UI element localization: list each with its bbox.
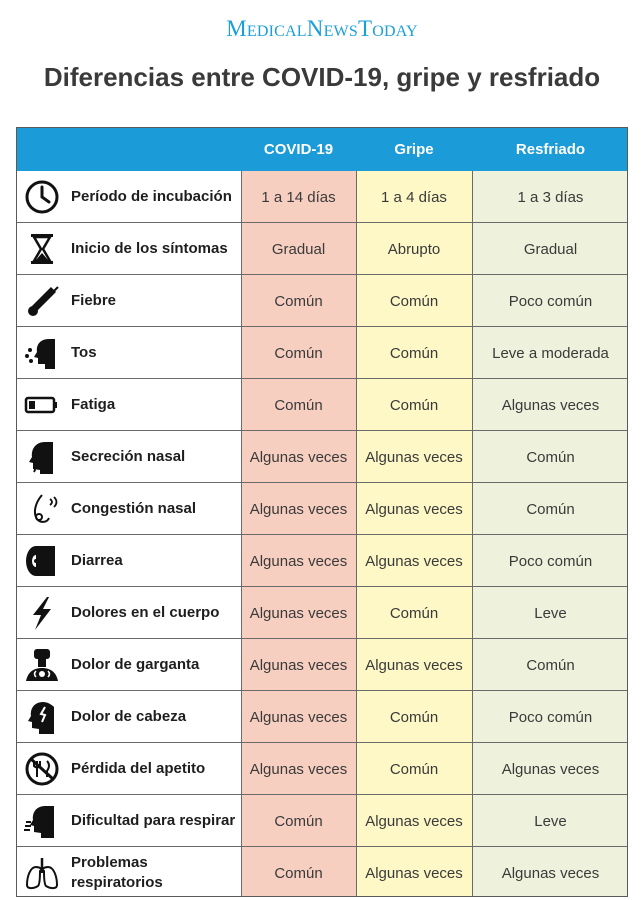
low-battery-icon bbox=[23, 387, 61, 423]
table-row bbox=[17, 483, 628, 535]
gripe-cell: Común bbox=[389, 396, 439, 414]
brand-m: M bbox=[226, 16, 247, 41]
table-row bbox=[17, 795, 628, 847]
gripe-cell: Común bbox=[389, 292, 439, 310]
gripe-cell: Algunas veces bbox=[365, 812, 463, 830]
covid-cell: Común bbox=[274, 812, 323, 830]
table-row bbox=[17, 743, 628, 795]
brand-oday: ODAY bbox=[372, 23, 418, 40]
table-row bbox=[17, 171, 628, 223]
table-header bbox=[17, 128, 628, 171]
brand-edical: EDICAL bbox=[246, 23, 307, 40]
symptom-label: Período de incubación bbox=[71, 188, 232, 205]
no-eating-icon bbox=[23, 751, 61, 787]
symptom-label: Dolores en el cuerpo bbox=[71, 604, 220, 621]
symptom-label: Dificultad para respirar bbox=[71, 812, 236, 829]
gripe-cell: Algunas veces bbox=[365, 552, 463, 570]
brand-n: N bbox=[306, 16, 324, 41]
symptom-label: Pérdida del apetito bbox=[71, 760, 206, 777]
covid-cell: Común bbox=[274, 396, 323, 414]
table-row bbox=[17, 431, 628, 483]
resfriado-cell: Común bbox=[526, 656, 575, 674]
page-title: Diferencias entre COVID-19, gripe y resfriado bbox=[43, 62, 601, 92]
gripe-cell: Común bbox=[389, 760, 439, 778]
covid-cell: Algunas veces bbox=[249, 500, 348, 518]
covid-cell: Gradual bbox=[271, 240, 326, 258]
symptom-label: Dolor de garganta bbox=[71, 656, 200, 673]
resfriado-cell: Algunas veces bbox=[501, 760, 600, 778]
resfriado-cell: Común bbox=[526, 500, 575, 518]
lightning-icon bbox=[23, 595, 61, 631]
table-row bbox=[17, 327, 628, 379]
gripe-cell: Algunas veces bbox=[365, 448, 463, 466]
cough-icon bbox=[23, 335, 61, 371]
resfriado-cell: Algunas veces bbox=[501, 396, 600, 414]
nasal-congestion-icon bbox=[23, 491, 61, 527]
clock-icon bbox=[23, 179, 61, 215]
header-gripe: Gripe bbox=[394, 141, 434, 158]
symptom-label: Secreción nasal bbox=[71, 448, 186, 465]
thermometer-icon bbox=[23, 283, 61, 319]
gripe-cell: Algunas veces bbox=[365, 656, 463, 674]
gripe-cell: Abrupto bbox=[387, 240, 441, 258]
covid-cell: Algunas veces bbox=[249, 552, 348, 570]
symptom-label: Diarrea bbox=[71, 552, 123, 569]
symptom-label: Tos bbox=[71, 344, 97, 361]
header-covid: COVID-19 bbox=[263, 141, 334, 158]
table-row bbox=[17, 535, 628, 587]
resfriado-cell: Leve bbox=[534, 604, 567, 622]
symptom-label: Fiebre bbox=[71, 292, 117, 309]
sore-throat-icon bbox=[23, 647, 61, 683]
gripe-cell: Algunas veces bbox=[365, 864, 463, 882]
resfriado-cell: Algunas veces bbox=[501, 864, 600, 882]
resfriado-cell: Poco común bbox=[508, 708, 593, 726]
resfriado-cell: Poco común bbox=[508, 292, 593, 310]
resfriado-cell: Común bbox=[526, 448, 575, 466]
symptom-label: Congestión nasal bbox=[71, 500, 197, 517]
covid-cell: Algunas veces bbox=[249, 656, 348, 674]
symptom-label: Problemas respiratorios bbox=[71, 854, 163, 891]
lungs-icon bbox=[23, 855, 61, 891]
symptom-label: Dolor de cabeza bbox=[71, 708, 187, 725]
gripe-cell: 1 a 4 días bbox=[381, 188, 447, 206]
table-row bbox=[17, 847, 628, 897]
symptom-label: Inicio de los síntomas bbox=[71, 240, 228, 257]
brand-ews: EWS bbox=[323, 23, 358, 40]
headache-icon bbox=[23, 699, 61, 735]
table-row bbox=[17, 691, 628, 743]
covid-cell: 1 a 14 días bbox=[261, 188, 336, 206]
gripe-cell: Común bbox=[389, 604, 439, 622]
resfriado-cell: Leve bbox=[534, 812, 567, 830]
runny-nose-icon bbox=[23, 439, 61, 475]
table-row bbox=[17, 223, 628, 275]
covid-cell: Algunas veces bbox=[249, 448, 348, 466]
brand-t: T bbox=[357, 16, 373, 41]
breathing-icon bbox=[23, 803, 61, 839]
gripe-cell: Algunas veces bbox=[365, 500, 463, 518]
covid-cell: Común bbox=[274, 344, 323, 362]
covid-cell: Algunas veces bbox=[249, 708, 348, 726]
hourglass-icon bbox=[23, 231, 61, 267]
symptom-label: Fatiga bbox=[71, 396, 116, 413]
resfriado-cell: Leve a moderada bbox=[492, 344, 609, 362]
covid-cell: Algunas veces bbox=[249, 760, 348, 778]
covid-cell: Común bbox=[274, 864, 323, 882]
comparison-table bbox=[16, 127, 628, 897]
table-row bbox=[17, 639, 628, 691]
gripe-cell: Común bbox=[389, 344, 439, 362]
brand-logo bbox=[0, 16, 644, 42]
resfriado-cell: Gradual bbox=[523, 240, 578, 258]
table-row bbox=[17, 587, 628, 639]
gripe-cell: Común bbox=[389, 708, 439, 726]
covid-cell: Algunas veces bbox=[249, 604, 348, 622]
toilet-paper-icon bbox=[23, 543, 61, 579]
table-row bbox=[17, 379, 628, 431]
header-resfriado: Resfriado bbox=[515, 141, 586, 158]
covid-cell: Común bbox=[274, 292, 323, 310]
resfriado-cell: Poco común bbox=[508, 552, 593, 570]
table-row bbox=[17, 275, 628, 327]
resfriado-cell: 1 a 3 días bbox=[517, 188, 584, 206]
